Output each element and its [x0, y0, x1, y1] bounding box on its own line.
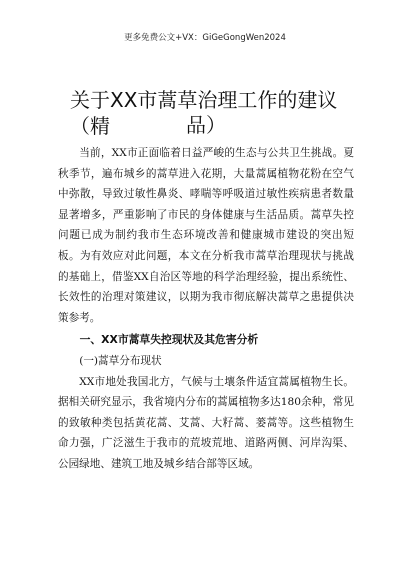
intro-paragraph: 当前，XX市正面临着日益严峻的生态与公共卫生挑战。夏秋季节，遍布城乡的蒿草进入花期，大量蒿属植物花粉在空气中弥散，导致过敏性鼻炎、哮喘等呼吸道过敏性疾病患者数量显著增多，严重影响了市民的身体健康与生活品质。蒿草失控问题已成为制约我市生态环境改善和健康城市建设的突出短板。为有效应对此问题，本文在分析我市蒿草治理现状与挑战的基础上，借鉴XX自治区等地的科学治理经验，提出系统性、长效性的治理对策建议，以期为我市彻底解决蒿草之患提供决策参考。	[58, 147, 354, 324]
subsection-heading: (一)蒿草分布现状	[79, 354, 162, 367]
document-body	[58, 143, 354, 475]
document-title-line-1: 关于XX市蒿草治理工作的建议（精	[70, 88, 338, 138]
page-header: 更多免费公文+VX：GiGeGongWen2024	[124, 33, 286, 43]
body-paragraph: XX市地处我国北方，气候与土壤条件适宜蒿属植物生长。据相关研究显示，我省境内分布的蒿属植物多达180余种，常见的致敏种类包括黄花蒿、艾蒿、大籽蒿、蒌蒿等。这些植物生命力强，广泛滋生于我市的荒坡荒地、道路两侧、河岸沟渠、公园绿地、建筑工地及城乡结合部等区域。	[58, 375, 354, 470]
document-title-line-2: 品）	[186, 113, 226, 137]
section-heading: 一、XX市蒿草失控现状及其危害分析	[79, 333, 259, 347]
